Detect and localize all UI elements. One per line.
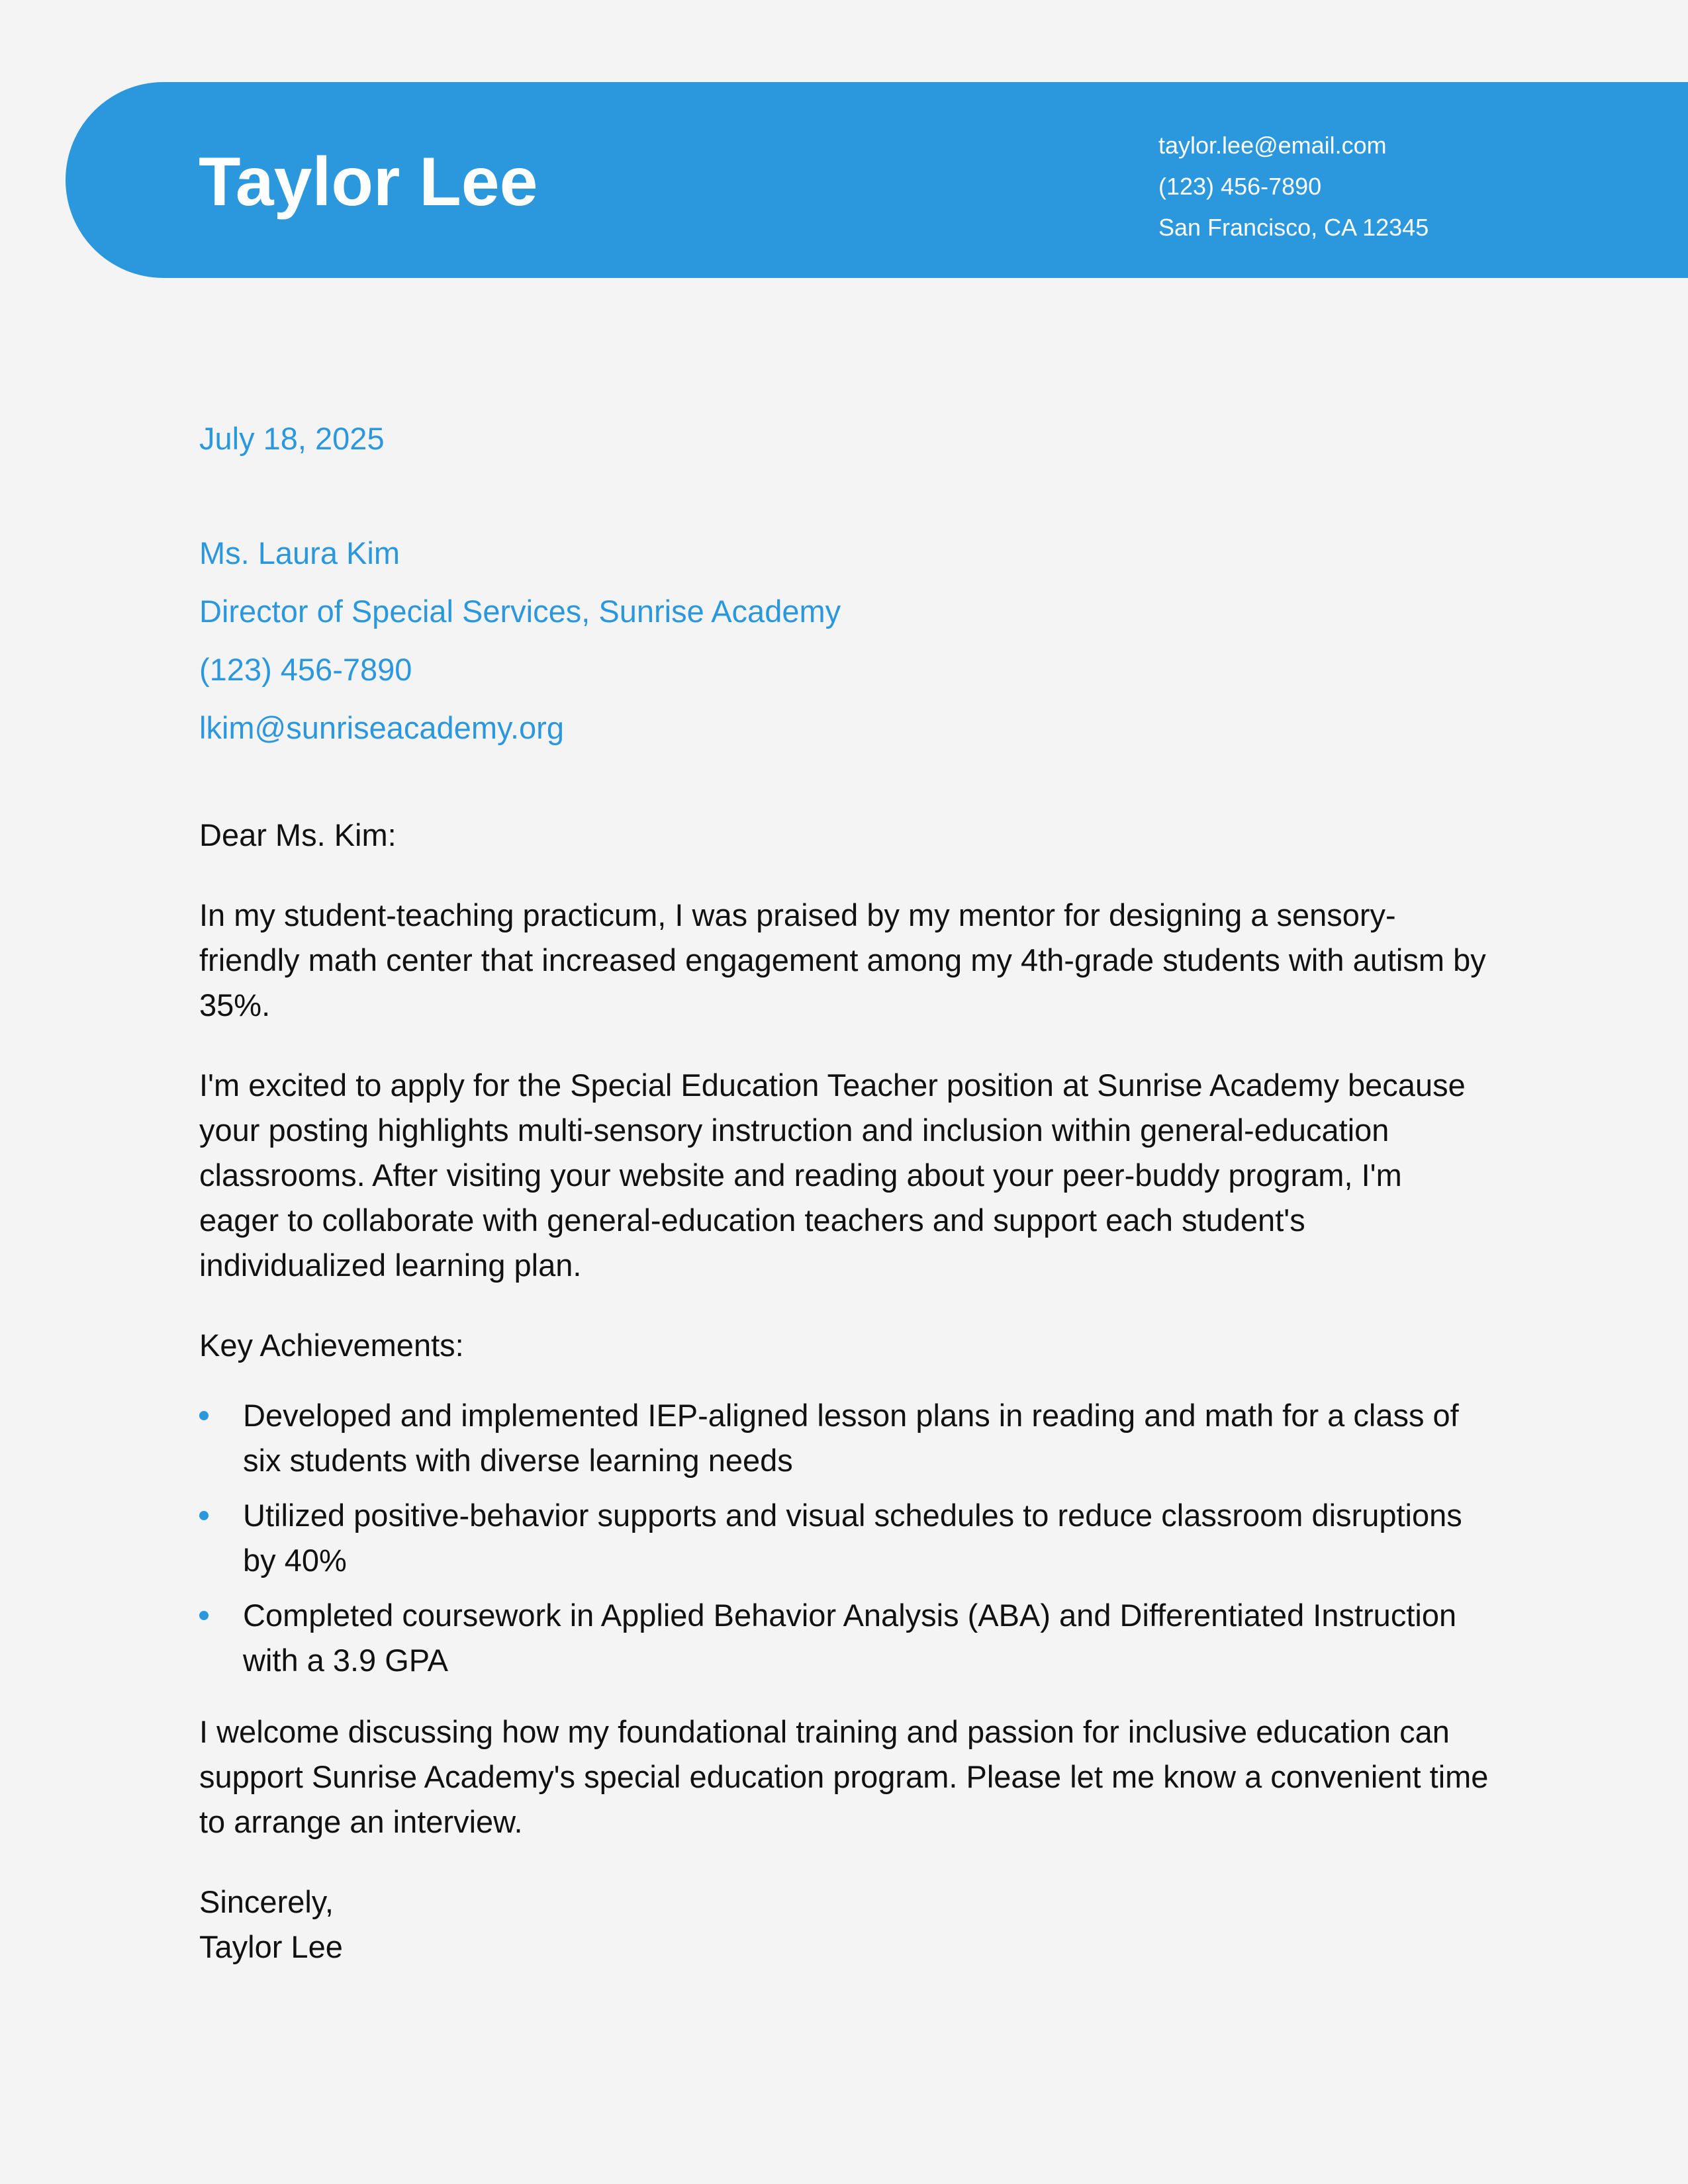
bullet-icon (199, 1411, 209, 1420)
bullet-icon (199, 1511, 209, 1520)
signoff-name: Taylor Lee (199, 1929, 343, 1964)
paragraph-motivation: I'm excited to apply for the Special Education Teacher position at Sunrise Academy because your posting highlights multi-sensory instruction and inclusion within general-education classrooms. After visiting your website and reading about your peer-buddy program, I'm eager to collaborate with general-education teachers and support each student's individualized learning plan. (199, 1068, 1466, 1283)
list-item (199, 1393, 1490, 1483)
letter-date: July 18, 2025 (199, 421, 385, 456)
recipient-phone: (123) 456-7890 (199, 652, 412, 687)
sender-email: taylor.lee@email.com (1158, 132, 1387, 159)
letter-content (199, 813, 1490, 1970)
list-item (199, 1493, 1490, 1583)
paragraph-closing: I welcome discussing how my foundational training and passion for inclusive education can support Sunrise Academy's special education program. Please let me know a convenient time to arrange an interview. (199, 1714, 1489, 1839)
salutation: Dear Ms. Kim: (199, 817, 397, 852)
sender-name: Taylor Lee (199, 144, 538, 220)
recipient-email: lkim@sunriseacademy.org (199, 710, 564, 745)
achievements-heading: Key Achievements: (199, 1328, 464, 1363)
achievements-list (199, 1393, 1490, 1683)
recipient-name: Ms. Laura Kim (199, 535, 400, 570)
recipient-block (199, 524, 841, 757)
signoff-closing: Sincerely, (199, 1884, 334, 1919)
sender-address: San Francisco, CA 12345 (1158, 214, 1429, 241)
sender-contact (1158, 125, 1429, 248)
achievement-text: Utilized positive-behavior supports and visual schedules to reduce classroom disruptions by 40% (243, 1498, 1462, 1578)
recipient-title: Director of Special Services, Sunrise Academy (199, 594, 841, 629)
achievement-text: Developed and implemented IEP-aligned lesson plans in reading and math for a class of six students with diverse learning needs (243, 1398, 1459, 1478)
paragraph-intro: In my student-teaching practicum, I was praised by my mentor for designing a sensory-friendly math center that increased engagement among my 4th-grade students with autism by 35%. (199, 897, 1486, 1023)
list-item (199, 1593, 1490, 1683)
bullet-icon (199, 1611, 209, 1620)
achievement-text: Completed coursework in Applied Behavior Analysis (ABA) and Differentiated Instruction with a 3.9 GPA (243, 1598, 1457, 1678)
signoff (199, 1880, 1490, 1970)
sender-phone: (123) 456-7890 (1158, 173, 1322, 200)
